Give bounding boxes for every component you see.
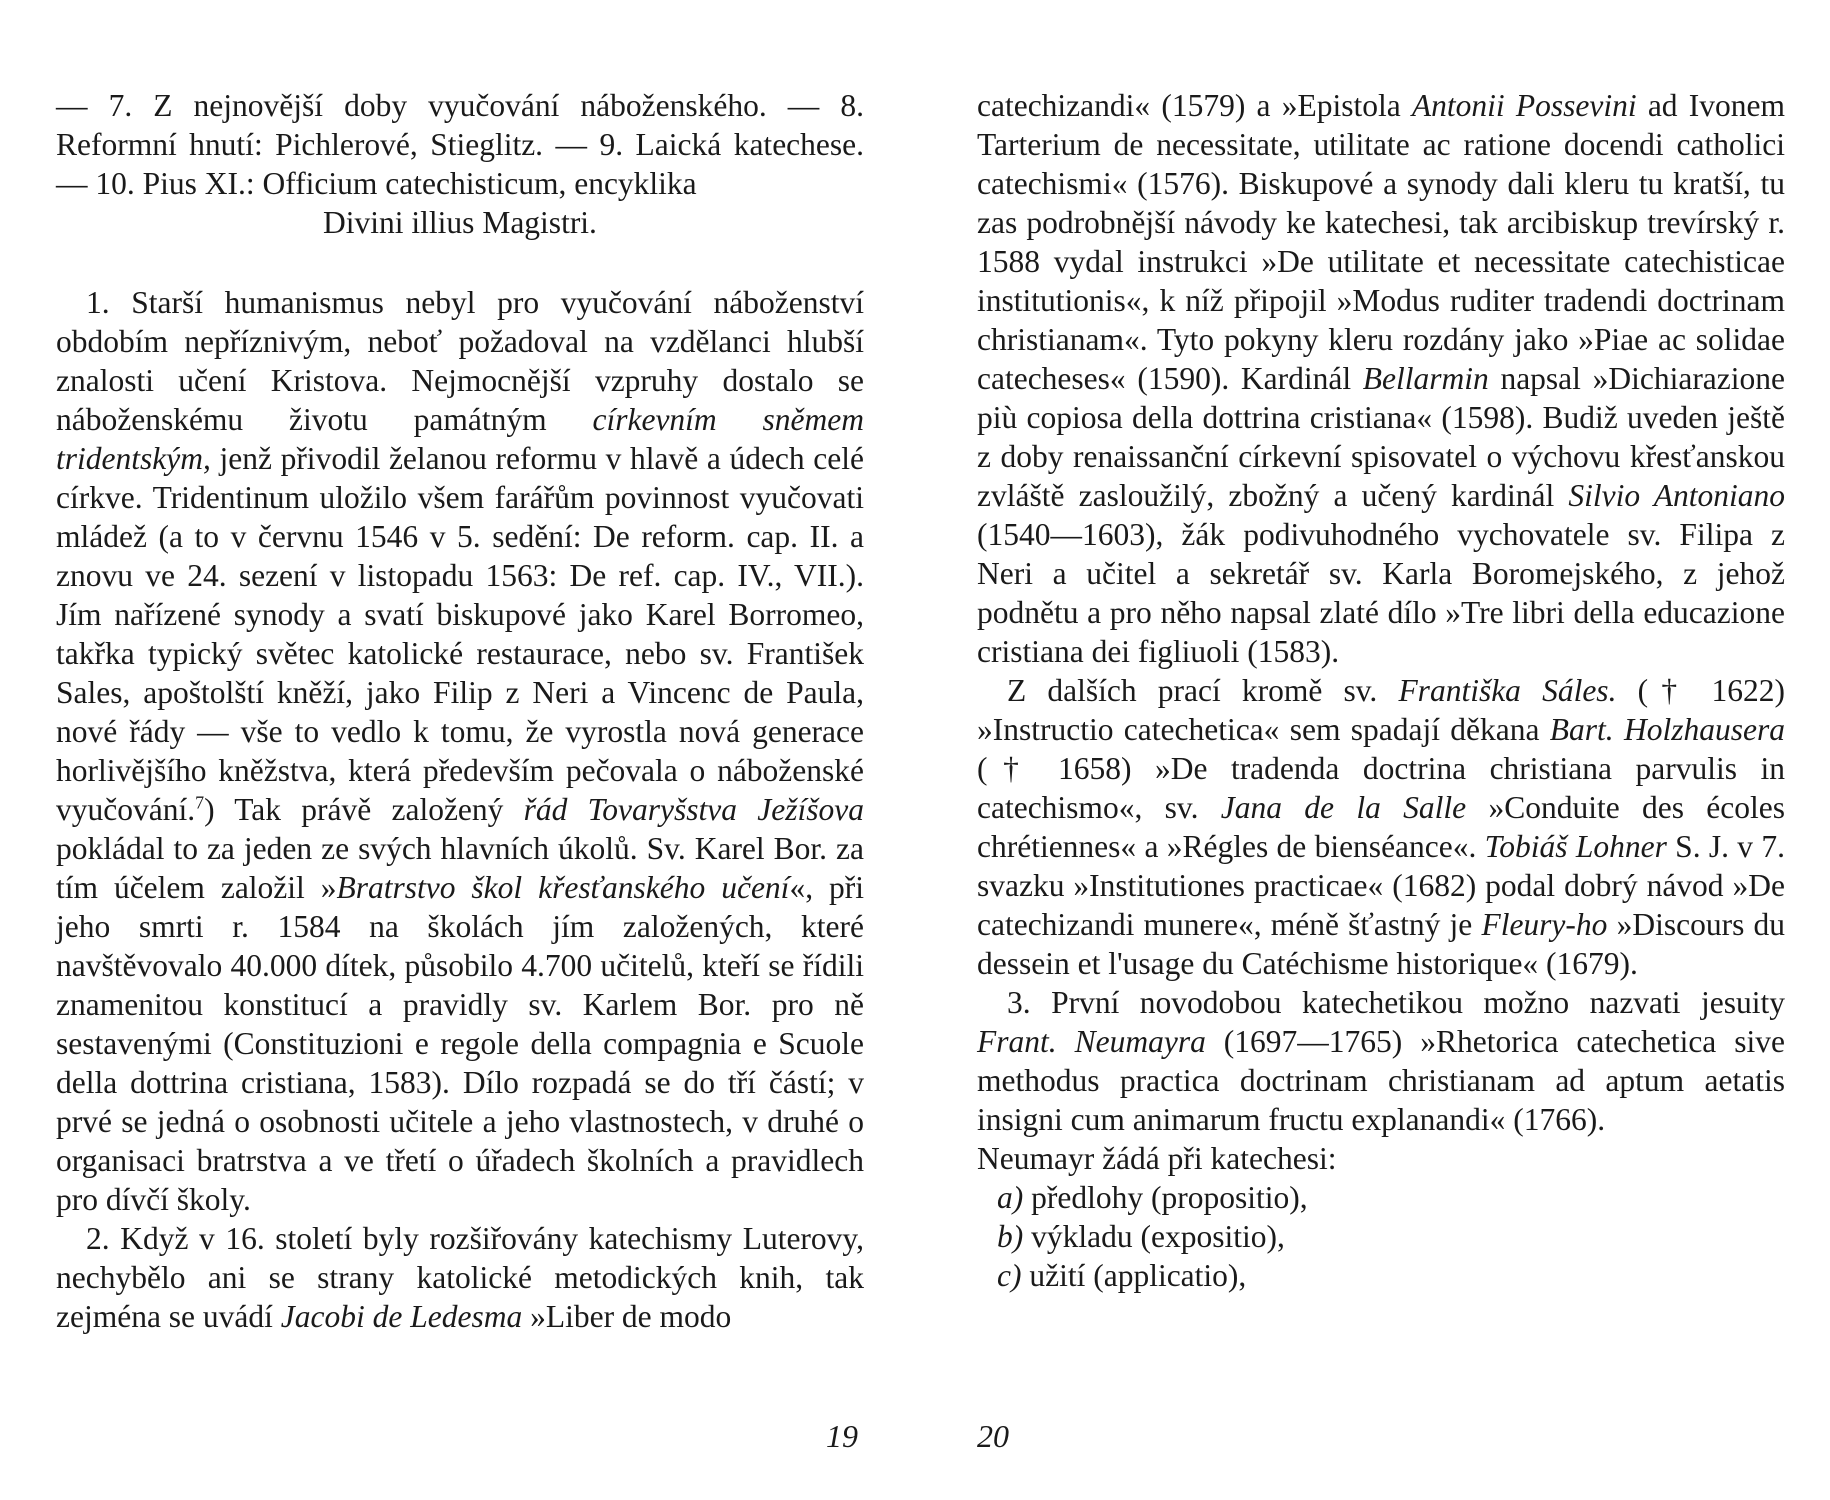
right-page-text <box>977 86 1785 1295</box>
paragraph-3-neumayr: 3. První novodobou katechetikou možno nazvati jesuity Frant. Neumayra (1697—1765) »Rhetorica catechetica sive methodus practica doctrinam christianam ad aptum aetatis insigni cum animarum fructu explanandi« (1766). <box>977 985 1785 1137</box>
chapter-contents-summary: — 7. Z nejnovější doby vyučování náboženského. — 8. Reformní hnutí: Pichlerové, Stieglitz. — 9. Laická katechese. — 10. Pius XI.: Officium catechisticum, encyklika <box>56 88 864 201</box>
left-page <box>56 86 864 1336</box>
catechesis-steps-list <box>977 1178 1785 1295</box>
list-item: a) předlohy (propositio), <box>997 1180 1308 1215</box>
footnote-marker: 7 <box>195 792 205 813</box>
paragraph-2-catechisms: 2. Když v 16. století byly rozšiřovány katechismy Luterovy, nechybělo ani se strany katolické metodických knih, tak zejména se uvádí Jacobi de Ledesma »Liber de modo <box>56 1221 864 1334</box>
list-item: c) užití (applicatio), <box>997 1258 1247 1293</box>
paragraph-further-works: Z dalších prací kromě sv. Františka Sáles. († 1622) »Instructio catechetica« sem spadají děkana Bart. Holzhausera († 1658) »De tradenda doctrina christiana parvulis in catechismo«, sv. Jana de la Salle »Conduite des écoles chrétiennes« a »Régles de bienséance«. Tobiáš Lohner S. J. v 7. svazku »Institutiones practicae« (1682) podal dobrý návod »De catechizandi munere«, méně šťastný je Fleury-ho »Discours du dessein et l'usage du Catéchisme historique« (1679). <box>977 673 1785 981</box>
left-page-text <box>56 86 864 1336</box>
right-page <box>977 86 1785 1295</box>
paragraph-1-humanism: 1. Starší humanismus nebyl pro vyučování náboženství obdobím nepříznivým, neboť požadoval na vzdělanci hlubší znalosti učení Kristova. Nejmocnější vzpruhy dostalo se náboženskému životu památným církevním sněmem tridentským, jenž přivodil želanou reformu v hlavě a údech celé církve. Tridentinum uložilo všem farářům povinnost vyučovati mládež (a to v červnu 1546 v 5. sedění: De reform. cap. II. a znovu ve 24. sezení v listopadu 1563: De ref. cap. IV., VII.). Jím nařízené synody a svatí biskupové jako Karel Borromeo, takřka typický světec katolické restaurace, nebo sv. František Sales, apoštolští kněží, jako Filip z Neri a Vincenc de Paula, nové řády — vše to vedlo k tomu, že vyrostla nová generace horlivějšího kněžstva, která především pečovala o náboženské vyučování.$^7$) Tak právě založený řád Tovaryšstva Ježíšova pokládal to za jeden ze svých hlavních úkolů. Sv. Karel Bor. za tím účelem založil »Bratrstvo škol křesťanského učení«, při jeho smrti r. 1584 na školách jím založených, které navštěvovalo 40.000 dítek, působilo 4.700 učitelů, kteří se řídili znamenitou konstitucí a pravidly sv. Karlem Bor. pro ně sestavenými (Constituzioni e regole della compagnia e Scuole della dottrina cristiana, 1583). Dílo rozpadá se do tří částí; v prvé se jedná o osobnosti učitele a jeho vlastnostech, v druhé o organisaci bratrstva a ve třetí o úřadech školních a pravidlech pro dívčí školy. <box>56 285 865 1217</box>
page-number-left: 19 <box>826 1418 858 1454</box>
page-number-right: 20 <box>977 1418 1009 1454</box>
list-item: b) výkladu (expositio), <box>997 1219 1285 1254</box>
chapter-contents-summary-end: Divini illius Magistri. <box>323 205 597 240</box>
paragraph-neumayr-requirements: Neumayr žádá při katechesi: <box>977 1141 1337 1176</box>
paragraph-2-continued: catechizandi« (1579) a »Epistola Antonii Possevini ad Ivonem Tarterium de necessitate, utilitate ac ratione docendi catholici catechismi« (1576). Biskupové a synody dali kleru tu kratší, tu zas podrobnější návody ke katechesi, tak arcibiskup trevírský r. 1588 vydal instrukci »De utilitate et necessitate catechisticae institutionis«, k níž připojil »Modus ruditer tradendi doctrinam christianam«. Tyto pokyny kleru rozdány jako »Piae ac solidae catecheses« (1590). Kardinál Bellarmin napsal »Dichiarazione più copiosa della dottrina cristiana« (1598). Budiž uveden ještě z doby renaissanční církevní spisovatel o výchovu křesťanskou zvláště zasloužilý, zbožný a učený kardinál Silvio Antoniano (1540—1603), žák podivuhodného vychovatele sv. Filipa z Neri a učitel a sekretář sv. Karla Boromejského, z jehož podnětu a pro něho napsal zlaté dílo »Tre libri della educazione cristiana dei figliuoli (1583). <box>977 88 1785 669</box>
